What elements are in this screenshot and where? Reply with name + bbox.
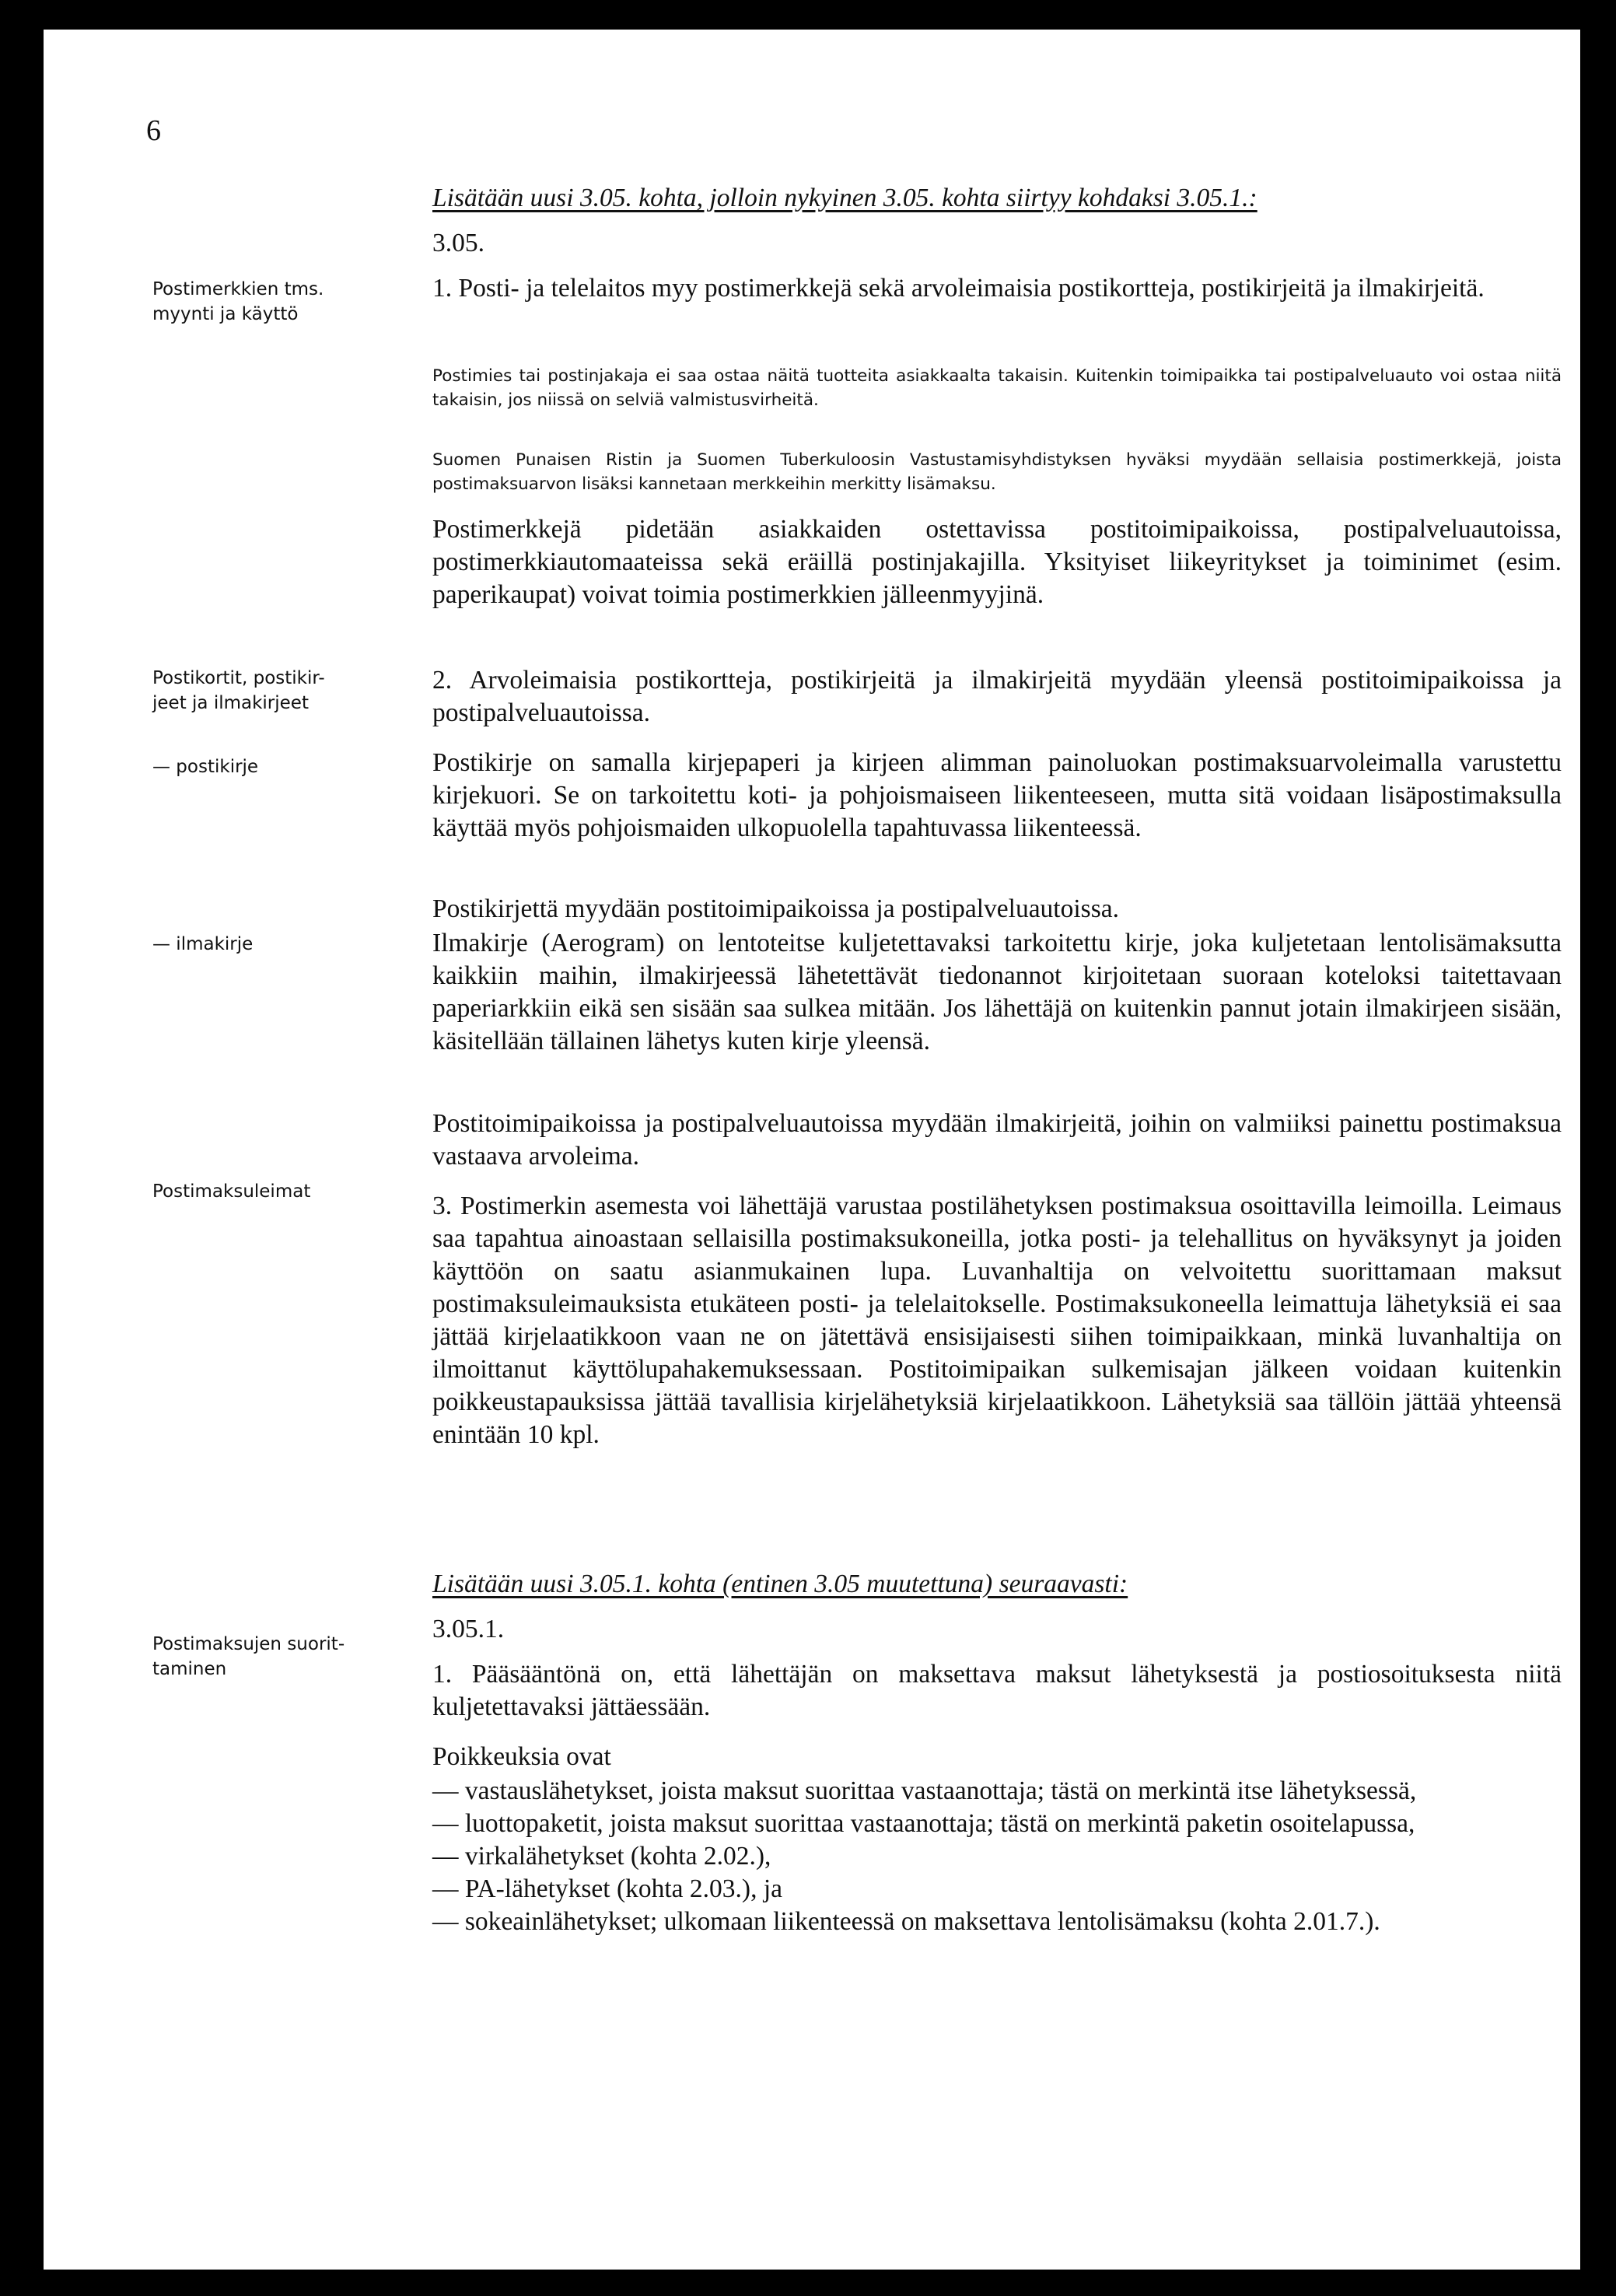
sidebar-heading-ilmakirje: — ilmakirje [152, 934, 254, 954]
list-item: — PA-lähetykset (kohta 2.03.), ja [432, 1874, 783, 1903]
paragraph-10: Poikkeuksia ovat [432, 1742, 611, 1771]
paragraph-4: Postikirje on samalla kirjepaperi ja kirjeen alimman painoluokan postimaksuarvoleimalla varustettu kirjekuori. Se on tarkoitettu koti- ja pohjoismaiseen liikenteeseen, mutta sitä voidaan lisäpostimaksulla käyttää myös pohjoismaiden ulkopuolella tapahtuvassa liikenteessä. [432, 748, 1562, 842]
paragraph-9: 1. Pääsääntönä on, että lähettäjän on maksettava maksut lähetyksestä ja postiosoituksesta niitä kuljetettavaksi jättäessään. [432, 1660, 1562, 1721]
paragraph-3: 2. Arvoleimaisia postikortteja, postikirjeitä ja ilmakirjeitä myydään yleensä postitoimipaikoissa ja postipalveluautoissa. [432, 666, 1562, 727]
sidebar-heading-postikortit: Postikortit, postikir- jeet ja ilmakirjeet [152, 668, 325, 713]
list-item: — luottopaketit, joista maksut suorittaa vastaanottaja; tästä on merkintä paketin osoitelapussa, [432, 1809, 1415, 1838]
sidebar-heading-postikirje: — postikirje [152, 757, 259, 777]
section-number-2: 3.05.1. [432, 1615, 505, 1643]
list-item: — vastauslähetykset, joista maksut suorittaa vastaanottaja; tästä on merkintä itse lähetyksessä, [432, 1776, 1417, 1805]
paragraph-7: Postitoimipaikoissa ja postipalveluautoissa myydään ilmakirjeitä, joihin on valmiiksi painettu postimaksua vastaava arvoleima. [432, 1109, 1562, 1171]
sidebar-heading-postimerkit: Postimerkkien tms. myynti ja käyttö [152, 279, 324, 324]
paragraph-1: 1. Posti- ja telelaitos myy postimerkkejä sekä arvoleimaisia postikortteja, postikirjeitä ja ilmakirjeitä. [432, 274, 1485, 303]
document-page [44, 30, 1580, 2270]
note-2: Suomen Punaisen Ristin ja Suomen Tuberkuloosin Vastustamisyhdistyksen hyväksi myydään sellaisia postimerkkejä, joista postimaksuarvon lisäksi kannetaan merkkeihin merkitty lisämaksu. [432, 450, 1562, 494]
exceptions-list [432, 1775, 1562, 1938]
paragraph-2: Postimerkkejä pidetään asiakkaiden ostettavissa postitoimipaikoissa, postipalveluautoissa, postimerkkiautomaateissa sekä eräillä postinjakajilla. Yksityiset liikeyritykset ja toiminimet (esim. paperikaupat) voivat toimia postimerkkien jälleenmyyjinä. [432, 515, 1562, 609]
sidebar-heading-postimaksuleimat: Postimaksuleimat [152, 1181, 311, 1202]
list-item: — sokeainlähetykset; ulkomaan liikenteessä on maksettava lentolisämaksu (kohta 2.01.7.). [432, 1907, 1380, 1936]
amendment-heading-1: Lisätään uusi 3.05. kohta, jolloin nykyinen 3.05. kohta siirtyy kohdaksi 3.05.1.: [432, 184, 1257, 212]
paragraph-6: Ilmakirje (Aerogram) on lentoteitse kuljetettavaksi tarkoitettu kirje, joka kuljetetaan lentolisämaksutta kaikkiin maihin, ilmakirjeessä lähetettävät tiedonannot kirjoitetaan suoraan koteloksi taitettavaan paperiarkkiin eikä sen sisään saa sulkea mitään. Jos lähettäjä on kuitenkin pannut jotain ilmakirjeen sisään, käsitellään tällainen lähetys kuten kirje yleensä. [432, 929, 1562, 1055]
list-item: — virkalähetykset (kohta 2.02.), [432, 1842, 771, 1871]
amendment-heading-2: Lisätään uusi 3.05.1. kohta (entinen 3.05 muutettuna) seuraavasti: [432, 1570, 1128, 1598]
paragraph-5: Postikirjettä myydään postitoimipaikoissa ja postipalveluautoissa. [432, 894, 1119, 923]
paragraph-8: 3. Postimerkin asemesta voi lähettäjä varustaa postilähetyksen postimaksua osoittavilla leimoilla. Leimaus saa tapahtua ainoastaan sellaisilla postimaksukoneilla, jotka posti- ja telehallitus on hyväksynyt ja joiden käyttöön on saatu asianmukainen lupa. Luvanhaltija on velvoitettu suorittamaan maksut postimaksuleimauksista etukäteen posti- ja telelaitokselle. Postimaksukoneella leimattuja lähetyksiä ei saa jättää kirjelaatikkoon vaan ne on jätettävä ensisijaisesti siihen toimipaikkaan, minkä luvanhaltija on ilmoittanut käyttölupahakemuksessaan. Postitoimipaikan sulkemisajan jälkeen voidaan kuitenkin poikkeustapauksissa jättää tavallisia kirjelähetyksiä kirjelaatikkoon. Lähetyksiä saa tällöin jättää yhteensä enintään 10 kpl. [432, 1192, 1562, 1449]
section-number-1: 3.05. [432, 229, 484, 257]
note-1: Postimies tai postinjakaja ei saa ostaa näitä tuotteita asiakkaalta takaisin. Kuitenkin toimipaikka tai postipalveluauto voi ostaa niitä takaisin, jos niissä on selviä valmistusvirheitä. [432, 366, 1562, 410]
sidebar-heading-suorittaminen: Postimaksujen suorit- taminen [152, 1634, 345, 1679]
page-number: 6 [146, 114, 161, 147]
